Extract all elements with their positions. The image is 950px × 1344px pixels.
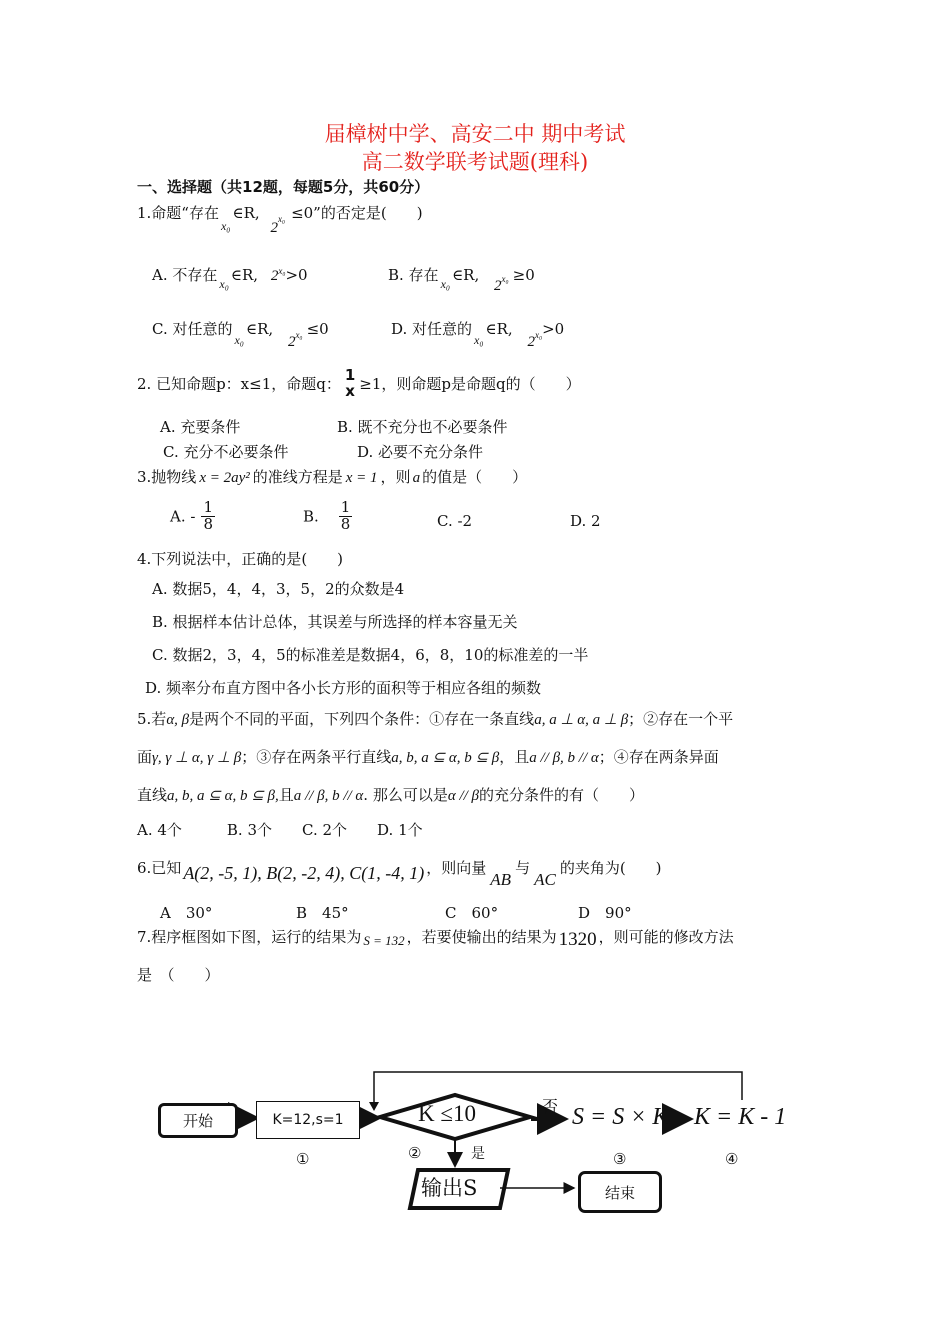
question-7-line-1: 7.程序框图如下图，运行的结果为 S = 132 ，若要使输出的结果为 1320 ，则可能的修改方法 — [137, 928, 734, 950]
question-5-options: A. 4个 B. 3个 C. 2个 D. 1个 — [137, 821, 423, 839]
question-7-line-2: 是 （ ） — [137, 966, 220, 984]
marker-3: ③ — [613, 1150, 627, 1168]
question-2-stem: 2. 已知命题p：x≤1，命题q： 1 x ≥1，则命题p是命题q的（ ） — [137, 366, 581, 400]
question-5-line-1: 5.若α, β是两个不同的平面，下列四个条件：①存在一条直线a, a ⊥ α, a ⊥ β；②存在一个平 — [137, 710, 734, 728]
no-label: 否 — [542, 1097, 559, 1116]
exam-title: 届樟树中学、高安二中 期中考试 — [324, 122, 626, 146]
exam-subtitle: 高二数学联考试题(理科) — [361, 150, 589, 174]
step-decrement: K = K - 1 — [694, 1104, 787, 1130]
init-node-label: K=12,s=1 — [272, 1112, 344, 1128]
question-6-option-c: C 60° — [445, 904, 499, 922]
marker-1: ① — [296, 1150, 310, 1168]
question-2-option-c: C. 充分不必要条件 — [163, 443, 289, 461]
init-node — [256, 1101, 360, 1139]
question-3-stem: 3.抛物线 x = 2ay² 的准线方程是 x = 1 ，则 a 的值是（ ） — [137, 468, 528, 486]
question-3-option-b: B. $\frac{1}{8}$ — [303, 498, 351, 533]
question-3-option-a: A. - $\frac{1}{8}$ — [170, 498, 213, 533]
question-1-option-a: A. 不存在 $_{x_0}$ ∈R, $2^{x_0}>0$ — [152, 266, 308, 291]
condition-label: K ≤10 — [418, 1101, 476, 1126]
marker-2: ② — [408, 1144, 422, 1162]
question-1-option-b: B. 存在 $_{x_0}$ ∈R, 2x₀ ≥0 — [388, 266, 535, 294]
question-5-line-2: 面γ, γ ⊥ α, γ ⊥ β；③存在两条平行直线a, b, a ⊆ α, b ⊆ β，且a // β, b // α；④存在两条异面 — [137, 748, 719, 766]
question-1-option-d: D. 对任意的$_{x_0}$∈R, $2_{x_0}>0$ — [391, 320, 565, 350]
output-label: 输出S — [421, 1176, 478, 1200]
question-2-option-b: B. 既不充分也不必要条件 — [337, 418, 508, 436]
question-4-option-b: B. 根据样本估计总体，其误差与所选择的样本容量无关 — [152, 613, 518, 631]
end-node-label: 结束 — [604, 1183, 635, 1202]
question-6-option-b: B 45° — [296, 904, 349, 922]
question-5-line-3: 直线a, b, a ⊆ α, b ⊆ β,且a // β, b // α. 那么可以是α // β的充分条件的有（ ） — [137, 786, 645, 804]
question-1-option-c: C. 对任意的$_{x_0}$∈R, $2_{x_0} \le 0$ — [152, 320, 329, 350]
question-6-option-d: D 90° — [578, 904, 632, 922]
question-6-option-a: A 30° — [160, 904, 213, 922]
start-node-label: 开始 — [182, 1112, 213, 1130]
question-6-stem: 6.已知 A(2, -5, 1), B(2, -2, 4), C(1, -4, 1) ，则向量AB与AC的夹角为( ) — [137, 859, 662, 889]
question-4-option-a: A. 数据5，4，4，3，5，2的众数是4 — [152, 580, 405, 598]
question-2-option-a: A. 充要条件 — [160, 418, 241, 436]
question-4-option-c: C. 数据2，3，4，5的标准差是数据4，6，8，10的标准差的一半 — [152, 646, 589, 664]
question-3-option-c: C. -2 — [437, 512, 473, 530]
section-heading: 一、选择题（共12题，每题5分，共60分） — [137, 178, 430, 196]
marker-4: ④ — [725, 1150, 739, 1168]
start-node — [158, 1103, 238, 1138]
step-multiply: S = S × K — [572, 1104, 669, 1130]
question-1-stem: 1.命题“存在$_{x_0}$∈R, $2_{x_0} \le 0$”的否定是( ) — [137, 204, 423, 236]
yes-label: 是 — [471, 1146, 485, 1162]
question-3-option-d: D. 2 — [570, 512, 601, 530]
question-2-option-d: D. 必要不充分条件 — [357, 443, 484, 461]
end-node — [578, 1171, 662, 1213]
question-4-stem: 4.下列说法中，正确的是( ) — [137, 550, 344, 568]
question-4-option-d: D. 频率分布直方图中各小长方形的面积等于相应各组的频数 — [145, 679, 542, 697]
